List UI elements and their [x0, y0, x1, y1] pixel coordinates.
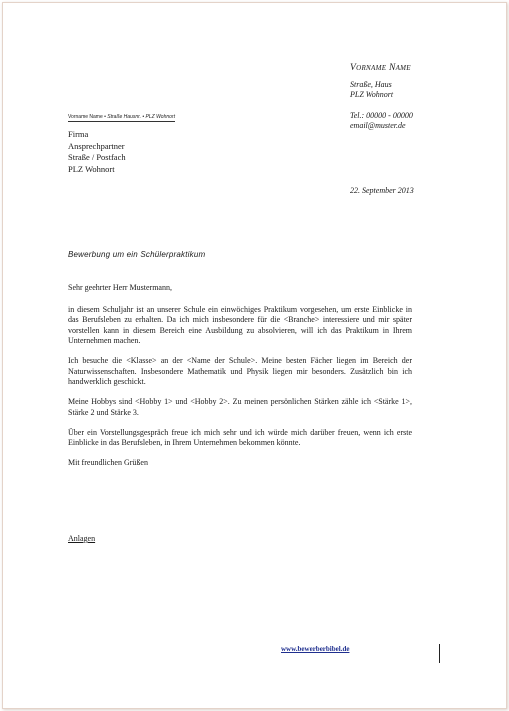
sender-phone: Tel.: 00000 - 00000: [350, 111, 413, 120]
recipient-address: [68, 129, 126, 175]
sender-city: PLZ Wohnort: [350, 90, 394, 99]
closing: Mit freundlichen Grüßen: [68, 458, 148, 467]
letter-subject: Bewerbung um ein Schülerpraktikum: [68, 250, 206, 259]
recipient-city: PLZ Wohnort: [68, 163, 115, 174]
paragraph-1: in diesem Schuljahr ist an unserer Schule ein einwöchiges Praktikum vorgesehen, um erste Einblicke in das Berufsleben zu erhalten. Da ich mich insbesondere für die <Branche> interessiere und mir später vorstellen kann in diesem Bereich eine Ausbildung zu absolvieren, will ich das Praktikum in Ihrem Unternehmen machen.: [68, 304, 412, 345]
return-city: • PLZ Wohnort: [142, 114, 175, 120]
sender-name: Vorname Name: [350, 63, 411, 73]
text-cursor: [439, 644, 440, 663]
sender-email: email@muster.de: [350, 121, 406, 130]
letter-page: [2, 2, 507, 709]
recipient-contact: Ansprechpartner: [68, 140, 125, 151]
letter-date: 22. September 2013: [350, 186, 414, 195]
return-address-line: [68, 114, 175, 122]
attachments-label: Anlagen: [68, 534, 96, 543]
sender-contact: [350, 111, 413, 131]
paragraph-3: Meine Hobbys sind <Hobby 1> und <Hobby 2>. Zu meinen persönlichen Stärken zähle ich <Stärke 1>, Stärke 2 und Stärke 3.: [68, 397, 412, 417]
salutation: Sehr geehrter Herr Mustermann,: [68, 283, 172, 292]
footer-website-link[interactable]: www.bewerberbibel.de: [281, 645, 350, 653]
return-street: • Straße Hausnr.: [104, 114, 141, 120]
paragraph-2: Ich besuche die <Klasse> an der <Name der Schule>. Meine besten Fächer liegen im Bereich der Naturwissenschaften. Insbesondere Mathematik und Physik liegen mir besonders. Zusätzlich bin ich handwerklich geschickt.: [68, 356, 412, 386]
paragraph-4: Über ein Vorstellungsgespräch freue ich mich sehr und ich würde mich darüber freuen, wenn ich erste Einblicke in das Berufsleben, in Ihrem Unternehmen bekommen könnte.: [68, 427, 412, 447]
recipient-company: Firma: [68, 129, 89, 139]
letter-body: [68, 283, 412, 478]
sender-address: [350, 80, 393, 100]
sender-street: Straße, Haus: [350, 80, 392, 89]
recipient-street: Straße / Postfach: [68, 152, 126, 162]
return-name: Vorname Name: [68, 114, 103, 120]
